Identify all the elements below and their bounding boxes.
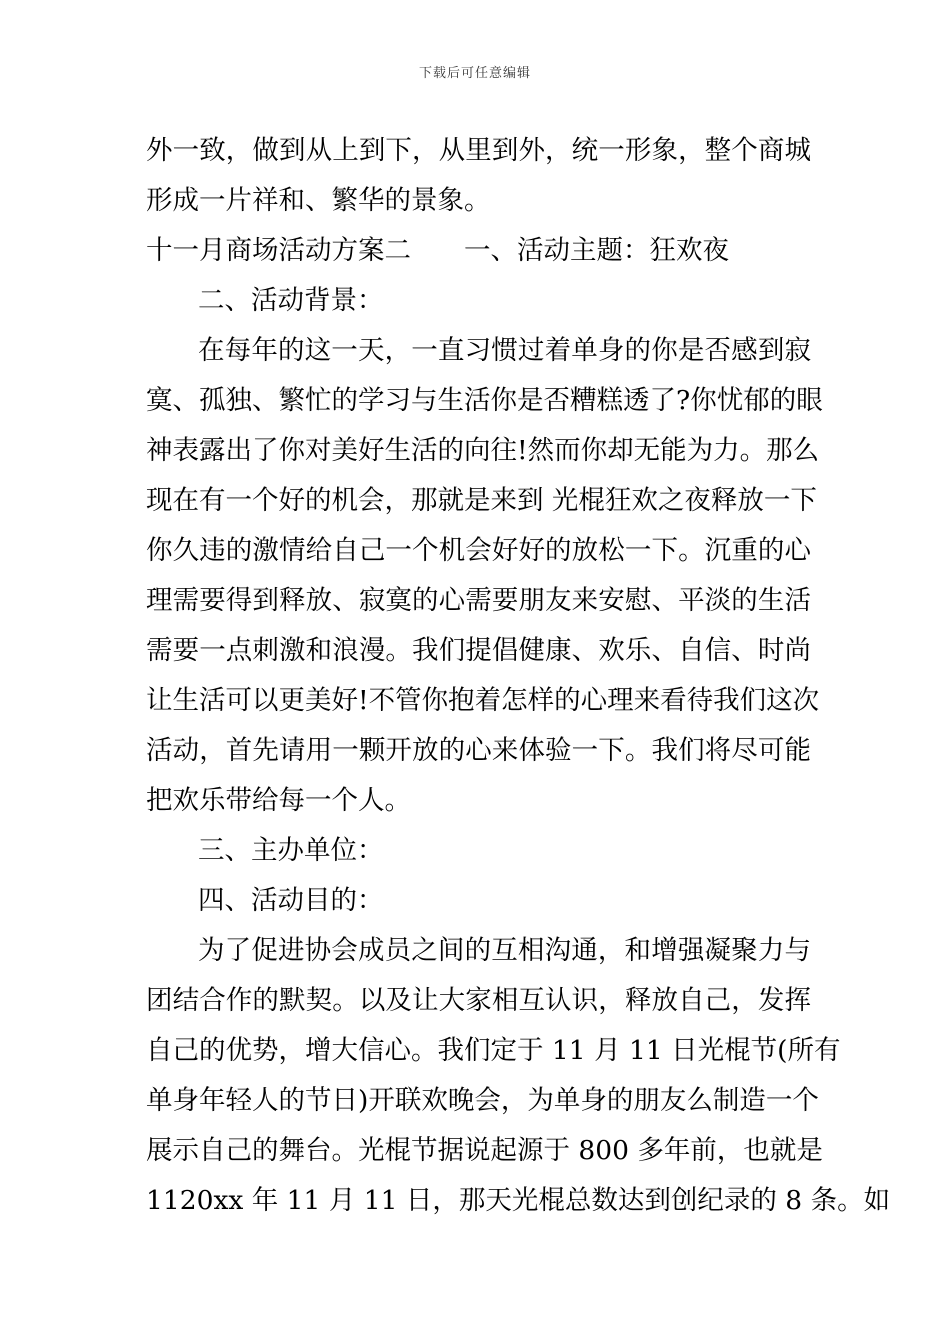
text-line: 神表露出了你对美好生活的向往!然而你却无能为力。那么 xyxy=(146,435,820,466)
text-line: 你久违的激情给自己一个机会好好的放松一下。沉重的心 xyxy=(146,535,811,566)
section-heading: 三、主办单位： xyxy=(198,835,384,866)
text-line: 在每年的这一天，一直习惯过着单身的你是否感到寂 xyxy=(198,335,811,366)
section-heading: 十一月商场活动方案二 一、活动主题：狂欢夜 xyxy=(146,235,729,266)
text-line: 把欢乐带给每一个人。 xyxy=(146,785,411,816)
text-line: 需要一点刺激和浪漫。我们提倡健康、欢乐、自信、时尚 xyxy=(146,635,811,666)
document-body xyxy=(146,126,891,1226)
text-line: 单身年轻人的节日)开联欢晚会，为单身的朋友么制造一个 xyxy=(146,1085,819,1116)
text-line: 为了促进协会成员之间的互相沟通，和增强凝聚力与 xyxy=(198,935,811,966)
text-line: 现在有一个好的机会，那就是来到 光棍狂欢之夜释放一下 xyxy=(146,485,817,516)
section-heading: 二、活动背景： xyxy=(198,285,384,316)
text-line: 让生活可以更美好!不管你抱着怎样的心理来看待我们这次 xyxy=(146,685,820,716)
text-line: 外一致，做到从上到下，从里到外，统一形象，整个商城 xyxy=(146,135,811,166)
text-line: 寞、孤独、繁忙的学习与生活你是否糟糕透了?你忧郁的眼 xyxy=(146,385,823,416)
text-line: 理需要得到释放、寂寞的心需要朋友来安慰、平淡的生活 xyxy=(146,585,811,616)
text-line: 自己的优势，增大信心。我们定于 11 月 11 日光棍节(所有 xyxy=(146,1035,841,1066)
page-header-note: 下载后可任意编辑 xyxy=(418,66,531,81)
text-line: 展示自己的舞台。光棍节据说起源于 800 多年前，也就是 xyxy=(146,1135,823,1166)
text-line: 形成一片祥和、繁华的景象。 xyxy=(146,185,491,216)
text-line: 1120xx 年 11 月 11 日，那天光棍总数达到创纪录的 8 条。如 xyxy=(146,1185,891,1216)
text-line: 活动，首先请用一颗开放的心来体验一下。我们将尽可能 xyxy=(146,735,811,766)
section-heading: 四、活动目的： xyxy=(198,885,384,916)
text-line: 团结合作的默契。以及让大家相互认识，释放自己，发挥 xyxy=(146,985,811,1016)
